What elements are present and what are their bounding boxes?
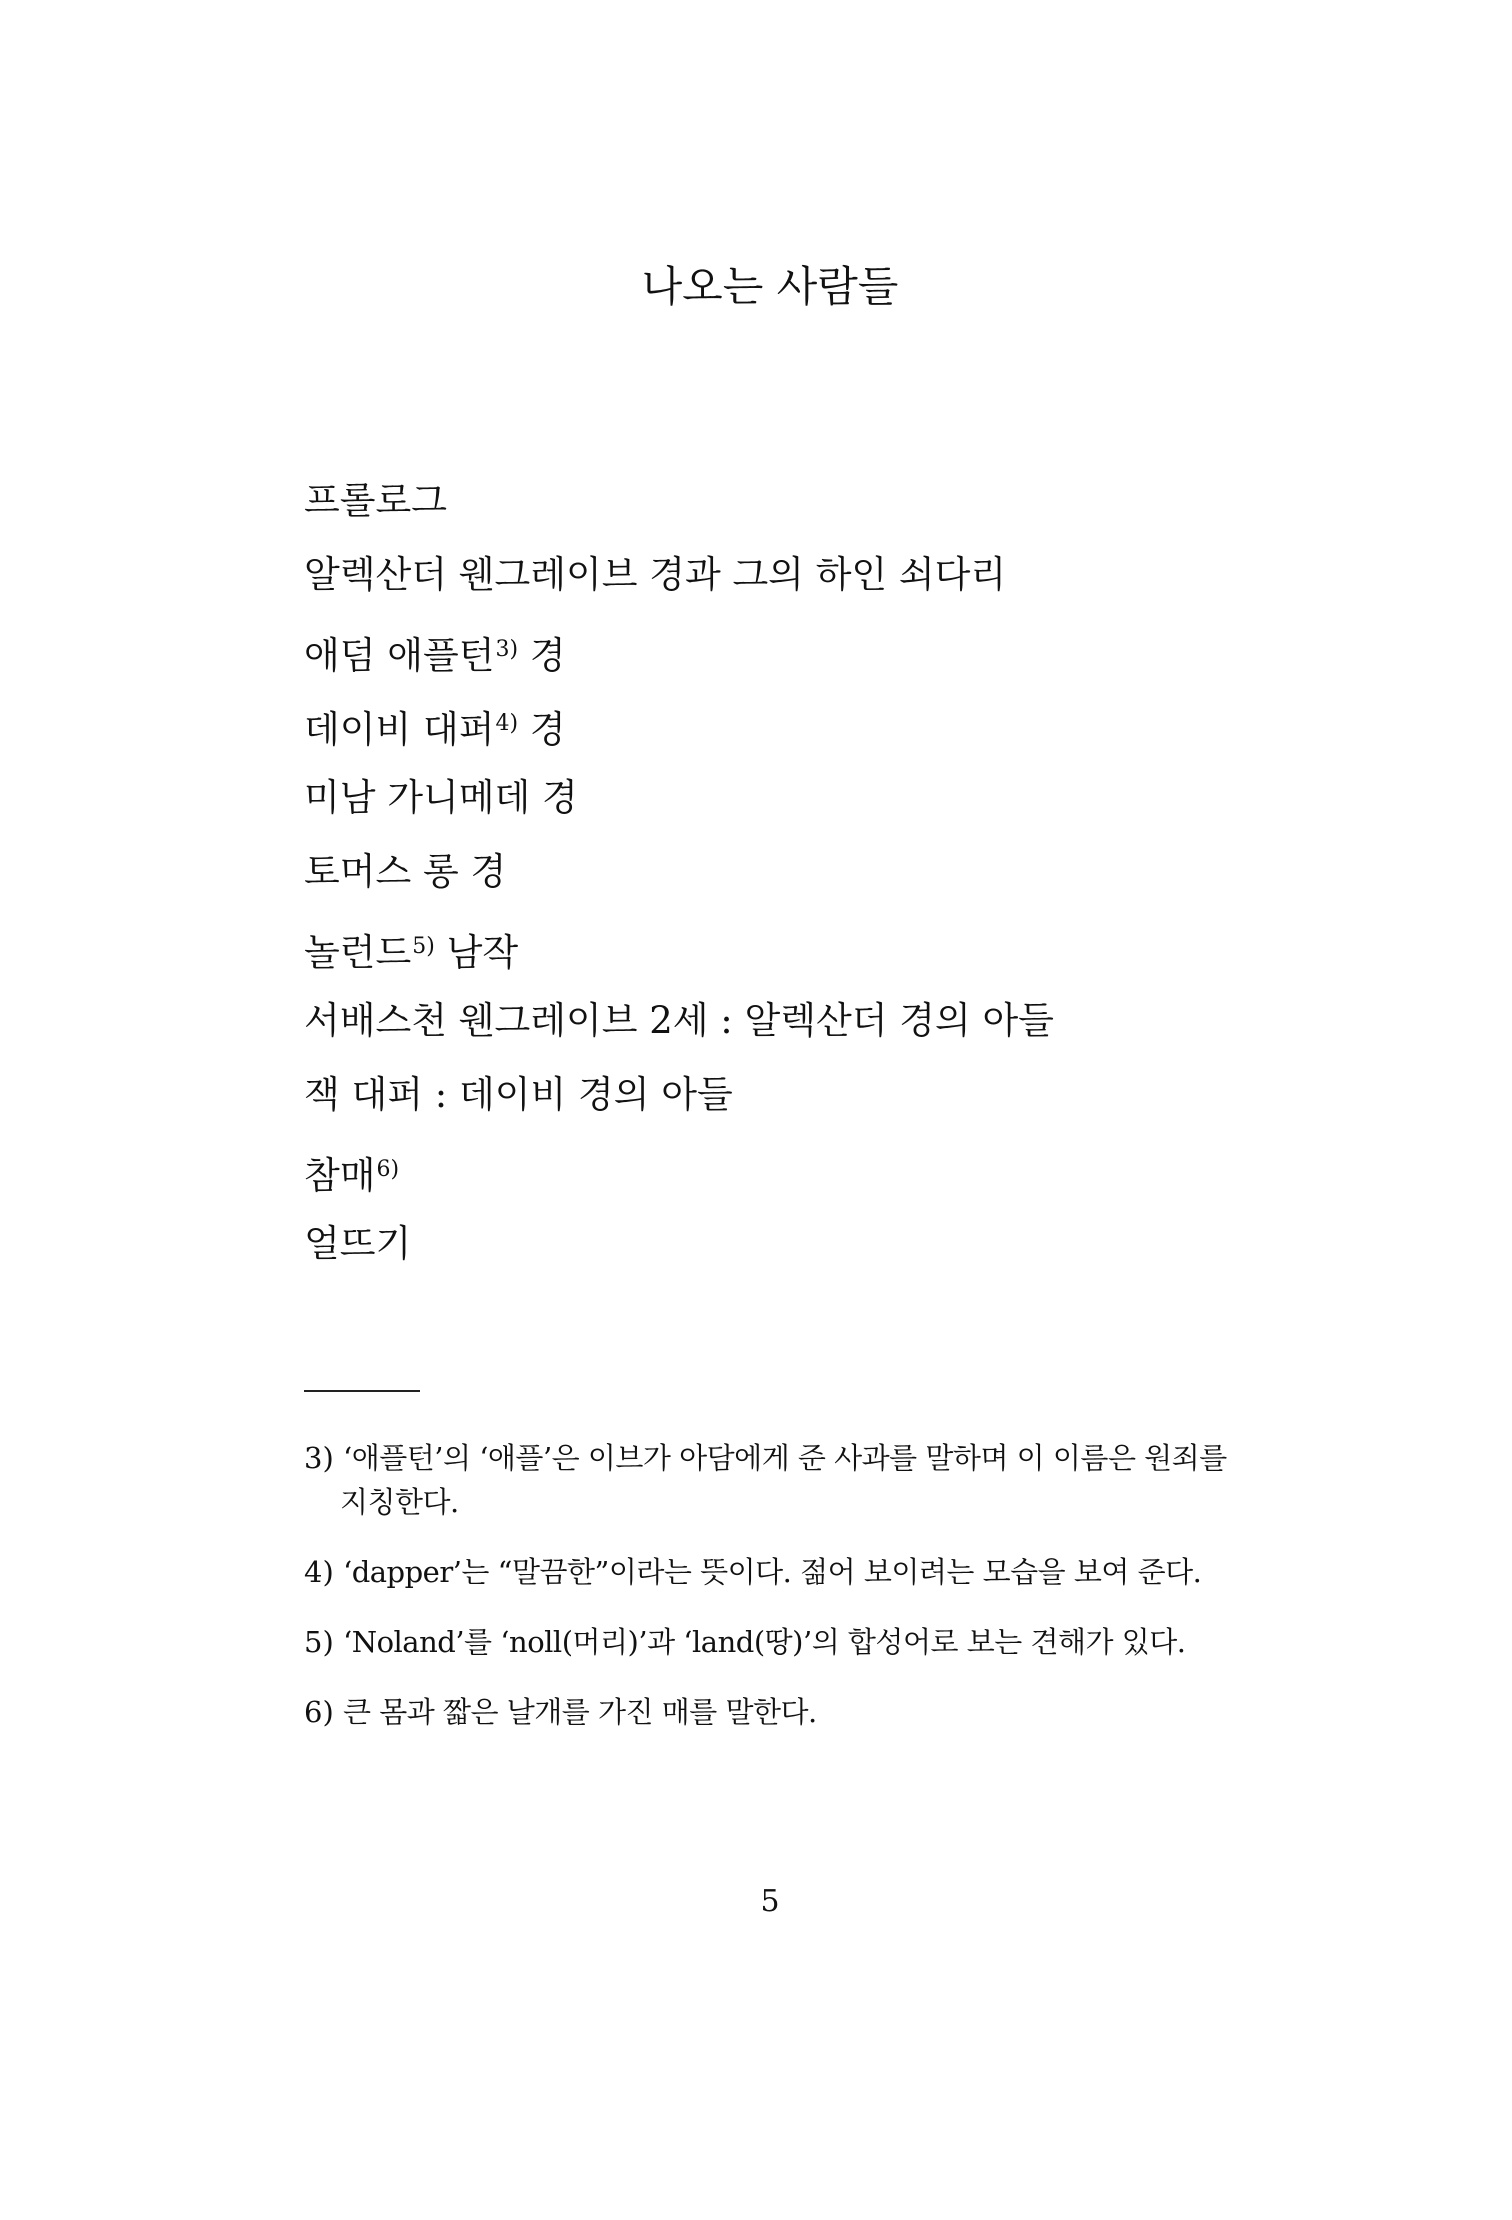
footnote-text: ‘dapper’는 “말끔한”이라는 뜻이다. 젊어 보이려는 모습을 보여 준다. [342,1555,1202,1589]
list-item [304,922,1054,996]
character-name: 데이비 대퍼 [304,707,495,751]
footnote-number: 5) [304,1625,334,1659]
list-item [304,996,1054,1070]
footnote [304,1690,1244,1734]
footnote-ref[interactable]: 3) [495,636,519,662]
footnote-number: 4) [304,1555,334,1589]
footnote-ref[interactable]: 6) [376,1156,400,1182]
character-name: 미남 가니메데 경 [304,776,578,820]
list-item [304,1070,1054,1144]
list-item [304,847,1054,921]
footnote-ref[interactable]: 4) [495,710,519,736]
list-item [304,476,1054,550]
character-name: 놀런드 [304,930,412,974]
character-name: 서배스천 웬그레이브 2세 : 알렉산더 경의 아들 [304,999,1054,1043]
footnote [304,1550,1244,1594]
character-name: 토머스 롱 경 [304,850,507,894]
footnotes [304,1436,1244,1760]
character-name: 애덤 애플턴 [304,633,495,677]
footnote-divider [304,1390,420,1392]
footnote-ref[interactable]: 5) [412,933,435,959]
footnote-text: ‘Noland’를 ‘noll(머리)’과 ‘land(땅)’의 합성어로 보는 견해가 있다. [342,1625,1186,1659]
list-item [304,773,1054,847]
page-title: 나오는 사람들 [641,262,899,311]
character-name: 프롤로그 [304,479,447,522]
page-number: 5 [760,1884,780,1919]
character-name: 참매 [304,1153,376,1197]
footnote-number: 3) [304,1441,334,1475]
list-item [304,1145,1054,1219]
character-title: 남작 [434,930,519,974]
list-item [304,699,1054,773]
character-title: 경 [518,707,566,751]
footnote-number: 6) [304,1695,334,1729]
footnote [304,1436,1244,1524]
footnote-text: 큰 몸과 짧은 날개를 가진 매를 말한다. [342,1695,817,1729]
footnote-text: ‘애플턴’의 ‘애플’은 이브가 아담에게 준 사과를 말하며 이 이름은 원죄를 지칭한다. [340,1441,1227,1519]
character-name: 얼뜨기 [304,1221,412,1265]
character-list [304,476,1054,1293]
list-item [304,1219,1054,1293]
list-item [304,550,1054,624]
character-name: 잭 대퍼 : 데이비 경의 아들 [304,1073,733,1117]
list-item [304,625,1054,699]
footnote [304,1620,1244,1664]
character-name: 알렉산더 웬그레이브 경과 그의 하인 쇠다리 [304,553,1007,597]
character-title: 경 [518,633,566,677]
